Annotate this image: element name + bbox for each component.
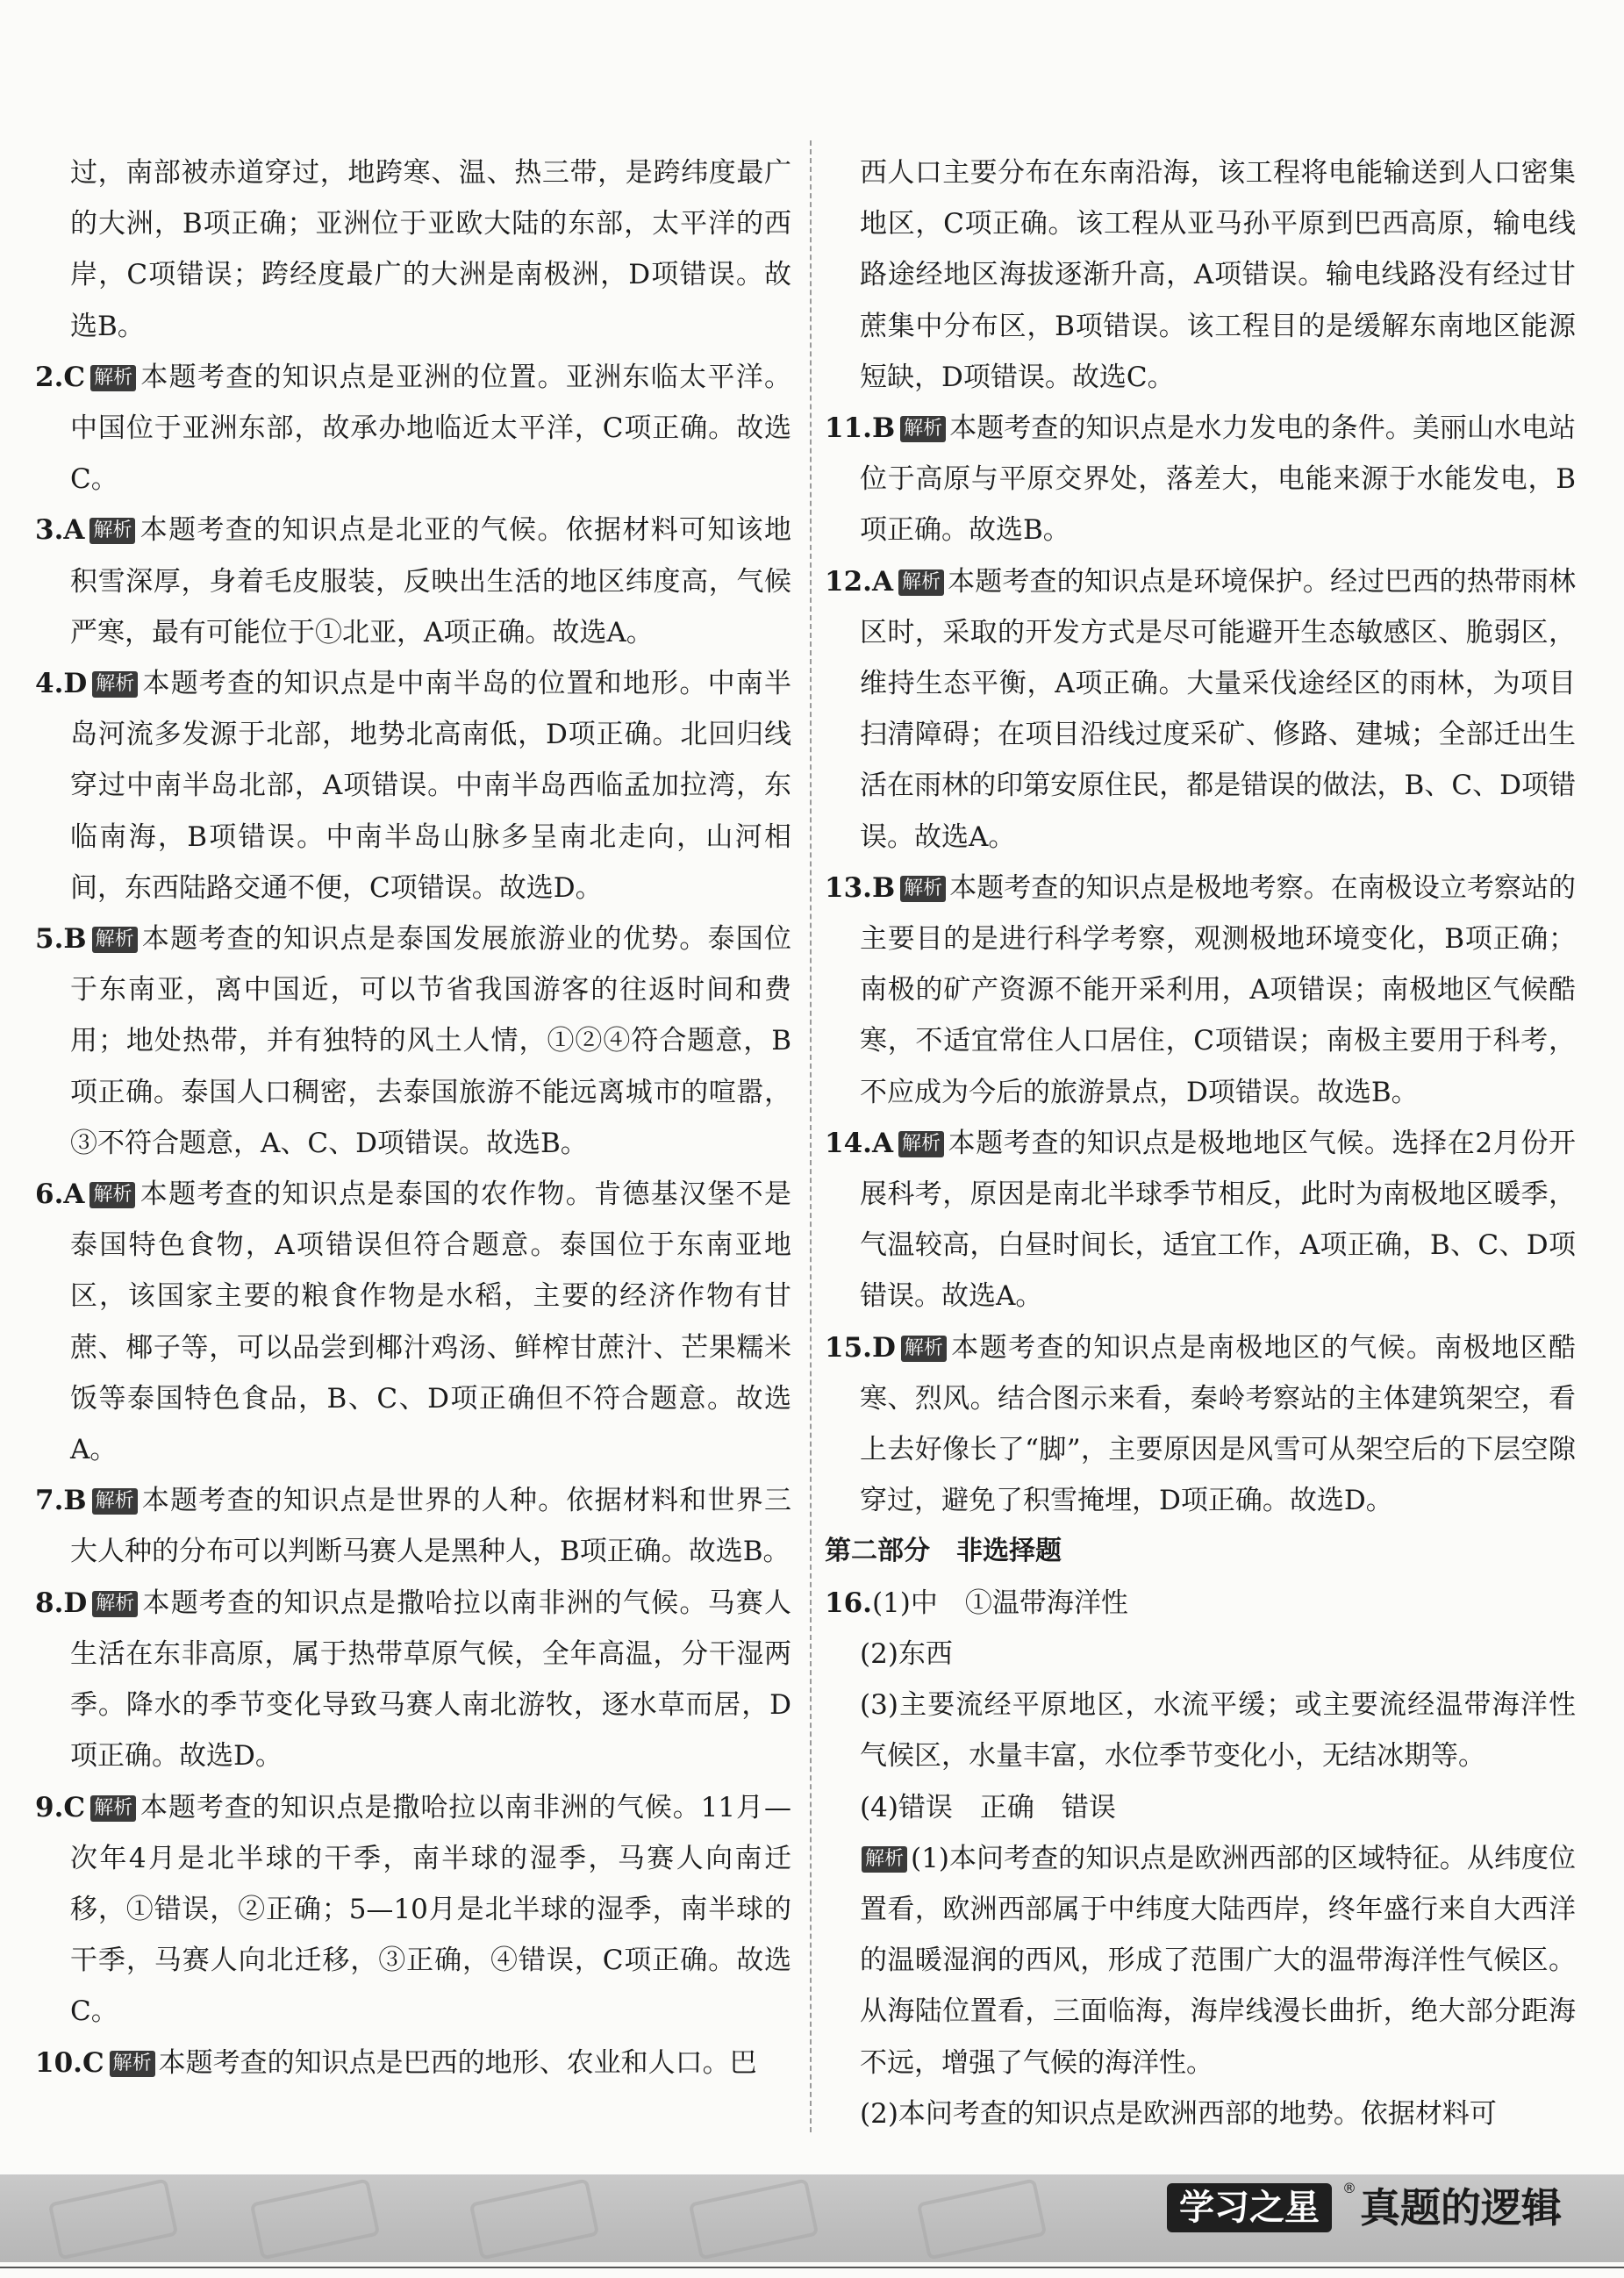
question-item (35, 2038, 791, 2088)
question-number: 6. (35, 1178, 64, 1211)
answer-choice: A (871, 565, 893, 598)
registered-mark: ® (1342, 2180, 1356, 2196)
question-number: 12. (825, 565, 872, 598)
analysis-tag: 解析 (900, 876, 946, 902)
watermark-logo-icon (469, 2178, 600, 2260)
analysis-tag: 解析 (89, 518, 135, 544)
question-item (825, 403, 1576, 556)
explanation-text: 本题考查的知识点是北亚的气候。依据材料可知该地积雪深厚，身着毛皮服装，反映出生活的地区纬度高，气候严寒，最有可能位于①北亚，A项正确。故选A。 (70, 514, 791, 648)
question-item (35, 1169, 791, 1475)
analysis-tag: 解析 (110, 2051, 155, 2077)
answer-choice: B (63, 1485, 87, 1517)
question-item (35, 658, 791, 913)
analysis-tag: 解析 (92, 671, 138, 698)
question-number: 2. (35, 361, 64, 393)
analysis-tag: 解析 (900, 416, 946, 442)
question-item (825, 1322, 1576, 1527)
question-number: 5. (35, 923, 64, 956)
question-item (825, 556, 1576, 863)
analysis-tag: 解析 (92, 927, 138, 953)
question-16-part-3: (3)主要流经平原地区，水流平缓；或主要流经温带海洋性气候区，水量丰富，水位季节变化小，无结冰期等。 (860, 1689, 1576, 1773)
answer-choice: D (871, 1331, 896, 1364)
watermark-logo-icon (48, 2178, 179, 2260)
question-item (35, 1578, 791, 1782)
analysis-tag: 解析 (90, 365, 136, 391)
question-number: 14. (825, 1127, 872, 1159)
question-number: 9. (35, 1791, 64, 1823)
question-number: 16. (825, 1587, 872, 1619)
answer-part: (1)中 ①温带海洋性 (871, 1587, 1128, 1619)
analysis-tag: 解析 (89, 1182, 135, 1208)
explanation-text: 本题考查的知识点是亚洲的位置。亚洲东临太平洋。中国位于亚洲东部，故承办地临近太平洋，C项正确。故选C。 (70, 361, 791, 496)
question-16 (825, 1578, 1576, 2139)
question-16-part-4: (4)错误 正确 错误 (860, 1791, 1116, 1823)
answer-choice: C (82, 2046, 104, 2079)
question-16-part-1 (825, 1578, 1576, 1629)
question-16-analysis-1 (825, 1833, 1576, 2088)
analysis-tag: 解析 (92, 1591, 138, 1617)
explanation-text: 本题考查的知识点是南极地区的气候。南极地区酷寒、烈风。结合图示来看，秦岭考察站的主体建筑架空，看上去好像长了“脚”，主要原因是风雪可从架空后的下层空隙穿过，避免了积雪掩埋，D项正确。故选D。 (860, 1331, 1576, 1517)
answer-choice: C (63, 1791, 86, 1823)
continued-text: 过，南部被赤道穿过，地跨寒、温、热三带，是跨纬度最广的大洲，B项正确；亚洲位于亚欧大陆的东部，太平洋的西岸，C项错误；跨经度最广的大洲是南极洲，D项错误。故选B。 (70, 157, 791, 342)
explanation-text: 本题考查的知识点是极地地区气候。选择在2月份开展科考，原因是南北半球季节相反，此时为南极地区暖季，气温较高，白昼时间长，适宜工作，A项正确，B、C、D项错误。故选A。 (860, 1127, 1576, 1313)
explanation-text: 本题考查的知识点是巴西的地形、农业和人口。巴 (158, 2046, 757, 2079)
watermark-logo-icon (250, 2178, 381, 2260)
question-number: 13. (825, 871, 872, 904)
analysis-tag: 解析 (92, 1488, 138, 1515)
question-number: 8. (35, 1587, 64, 1619)
question-16-analysis-2: (2)本问考查的知识点是欧洲西部的地势。依据材料可 (860, 2097, 1497, 2130)
brand-slogan: 真题的逻辑 (1360, 2184, 1562, 2231)
explanation-text: 本题考查的知识点是撒哈拉以南非洲的气候。马赛人生活在东非高原，属于热带草原气候，全年高温，分干湿两季。降水的季节变化导致马赛人南北游牧，逐水草而居，D项正确。故选D。 (70, 1587, 791, 1773)
question-number: 7. (35, 1485, 64, 1517)
watermark-logo-icon (689, 2178, 819, 2260)
explanation-text: 本题考查的知识点是泰国发展旅游业的优势。泰国位于东南亚，离中国近，可以节省我国游客的往返时间和费用；地处热带，并有独特的风土人情，①②④符合题意，B项正确。泰国人口稠密，去泰国旅游不能远离城市的喧嚣，③不符合题意，A、C、D项错误。故选B。 (70, 923, 791, 1159)
continued-text: 西人口主要分布在东南沿海，该工程将电能输送到人口密集地区，C项正确。该工程从亚马孙平原到巴西高原，输电线路途经地区海拔逐渐升高，A项错误。输电线路没有经过甘蔗集中分布区，B项错误。该工程目的是缓解东南地区能源短缺，D项错误。故选C。 (860, 157, 1576, 393)
column-divider (810, 140, 812, 2132)
answer-choice: D (63, 1587, 88, 1619)
footer-band (0, 2174, 1624, 2262)
analysis-text: (1)本问考查的知识点是欧洲西部的区域特征。从纬度位置看，欧洲西部属于中纬度大陆西岸，终年盛行来自大西洋的温暖湿润的西风，形成了范围广大的温带海洋性气候区。从海陆位置看，三面临海，海岸线漫长曲折，绝大部分距海不远，增强了气候的海洋性。 (860, 1842, 1576, 2079)
explanation-text: 本题考查的知识点是世界的人种。依据材料和世界三大人种的分布可以判断马赛人是黑种人，B项正确。故选B。 (70, 1485, 791, 1568)
analysis-tag: 解析 (898, 570, 944, 596)
question-16-part-2: (2)东西 (860, 1637, 953, 1670)
analysis-tag: 解析 (862, 1846, 907, 1873)
answer-choice: B (871, 871, 896, 904)
section-title: 第二部分 非选择题 (825, 1536, 1062, 1567)
right-column (825, 147, 1576, 2139)
explanation-text: 本题考查的知识点是极地考察。在南极设立考察站的主要目的是进行科学考察，观测极地环境变化，B项正确；南极的矿产资源不能开采利用，A项错误；南极地区气候酷寒，不适宜常住人口居住，C项错误；南极主要用于科考，不应成为今后的旅游景点，D项错误。故选B。 (860, 871, 1576, 1108)
question-item (35, 1475, 791, 1577)
question-item (35, 505, 791, 658)
question-number: 3. (35, 514, 64, 547)
brand-logo: 学习之星 (1167, 2183, 1332, 2232)
analysis-tag: 解析 (901, 1336, 947, 1362)
analysis-tag: 解析 (90, 1795, 136, 1822)
answer-choice: C (63, 361, 86, 393)
left-column (35, 147, 791, 2088)
question-item (35, 1782, 791, 2038)
analysis-tag: 解析 (898, 1131, 944, 1157)
watermark-logo-icon (917, 2178, 1048, 2260)
answer-choice: B (871, 412, 896, 445)
question-number: 10. (35, 2046, 82, 2079)
explanation-text: 本题考查的知识点是中南半岛的位置和地形。中南半岛河流多发源于北部，地势北高南低，D项正确。北回归线穿过中南半岛北部，A项错误。中南半岛西临孟加拉湾，东临南海，B项错误。中南半岛山脉多呈南北走向，山河相间，东西陆路交通不便，C项错误。故选D。 (70, 668, 791, 904)
explanation-text: 本题考查的知识点是泰国的农作物。肯德基汉堡不是泰国特色食物，A项错误但符合题意。泰国位于东南亚地区，该国家主要的粮食作物是水稻，主要的经济作物有甘蔗、椰子等，可以品尝到椰汁鸡汤、鲜榨甘蔗汁、芒果糯米饭等泰国特色食品，B、C、D项正确但不符合题意。故选A。 (70, 1178, 791, 1466)
explanation-text: 本题考查的知识点是环境保护。经过巴西的热带雨林区时，采取的开发方式是尽可能避开生态敏感区、脆弱区，维持生态平衡，A项正确。大量采伐途经区的雨林，为项目扫清障碍；在项目沿线过度采矿、修路、建城；全部迁出生活在雨林的印第安原住民，都是错误的做法，B、C、D项错误。故选A。 (860, 565, 1576, 853)
explanation-text: 本题考查的知识点是水力发电的条件。美丽山水电站位于高原与平原交界处，落差大，电能来源于水能发电，B项正确。故选B。 (860, 412, 1576, 547)
question-number: 4. (35, 668, 64, 700)
question-item (35, 352, 791, 505)
footer-rule (0, 2267, 1624, 2268)
question-item (825, 863, 1576, 1118)
question-item (825, 1118, 1576, 1322)
answer-choice: A (63, 1178, 85, 1211)
answer-choice: D (63, 668, 88, 700)
answer-choice: A (63, 514, 85, 547)
question-number: 15. (825, 1331, 872, 1364)
question-number: 11. (825, 412, 872, 445)
right-items (825, 147, 1576, 1526)
answer-choice: A (871, 1127, 893, 1159)
explanation-text: 本题考查的知识点是撒哈拉以南非洲的气候。11月—次年4月是北半球的干季，南半球的湿季，马赛人向南迁移，①错误，②正确；5—10月是北半球的湿季，南半球的干季，马赛人向北迁移，③正确，④错误，C项正确。故选C。 (70, 1791, 791, 2028)
question-item (35, 913, 791, 1169)
answer-choice: B (63, 923, 87, 956)
